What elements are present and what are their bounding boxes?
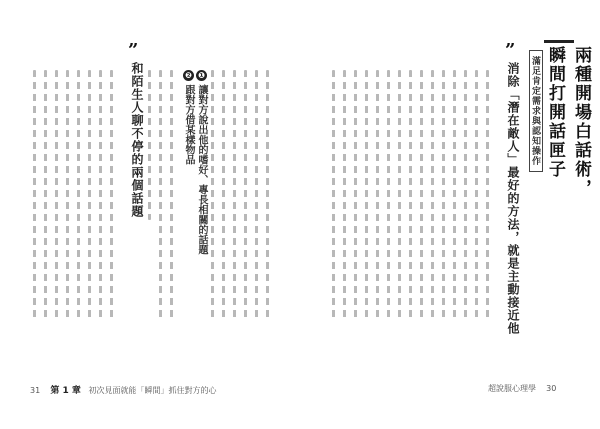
text-column: [159, 70, 162, 320]
text-column: [387, 70, 390, 320]
right-footer: [488, 383, 556, 394]
text-column: [110, 70, 113, 320]
text-column: [409, 70, 412, 320]
text-column: [442, 70, 445, 320]
section-heading: 和陌生人聊不停的兩個話題: [130, 62, 144, 218]
right-page: [300, 0, 600, 429]
text-column: [431, 70, 434, 320]
item-1: [196, 70, 209, 254]
section-quote-mark: ”: [128, 40, 139, 61]
page-number: 30: [546, 384, 557, 393]
text-column: [376, 70, 379, 320]
text-column: [33, 70, 36, 320]
text-column: [233, 70, 236, 320]
text-column: [475, 70, 478, 320]
text-column: [244, 70, 247, 320]
text-column: [486, 70, 489, 320]
text-column: [88, 70, 91, 320]
text-column: [365, 70, 368, 320]
text-column: [55, 70, 58, 320]
text-column: [211, 70, 214, 320]
text-column: [420, 70, 423, 320]
page-number: 31: [30, 386, 41, 395]
item-2: [183, 70, 196, 164]
chapter-running-title: 初次見面就能「瞬間」抓住對方的心: [88, 386, 217, 395]
text-column: [354, 70, 357, 320]
left-footer: [30, 383, 217, 396]
text-column: [99, 70, 102, 320]
text-column: [343, 70, 346, 320]
chapter-title-line-2: 瞬間打開話匣子: [545, 46, 565, 179]
chapter-subtitle: 滿足肯定需求與認知操作: [529, 50, 543, 172]
text-column: [77, 70, 80, 320]
book-title: 超說服心理學: [488, 384, 536, 393]
section-heading: 消除「潛在敵人」最好的方法，就是主動接近他: [506, 62, 520, 335]
title-top-rule: [544, 40, 574, 43]
circled-number: ❶: [197, 71, 206, 80]
chapter-label: 第 1 章: [50, 386, 81, 396]
text-column: [398, 70, 401, 320]
section-quote-mark: ”: [505, 40, 516, 61]
item-2-label: 跟對方借某樣物品: [183, 84, 194, 165]
text-column: [66, 70, 69, 320]
text-column: [453, 70, 456, 320]
text-column: [464, 70, 467, 320]
circled-number: ❷: [184, 71, 193, 80]
text-column: [44, 70, 47, 320]
chapter-title-line-1: 兩種開場白話術，: [571, 46, 591, 198]
text-column: [255, 70, 258, 320]
text-column: [170, 70, 173, 320]
item-1-label: 讓對方說出他的嗜好、專長相關的話題: [196, 84, 207, 255]
text-column: [266, 70, 269, 320]
text-column: [148, 70, 151, 220]
text-column: [332, 70, 335, 320]
text-column: [222, 70, 225, 320]
